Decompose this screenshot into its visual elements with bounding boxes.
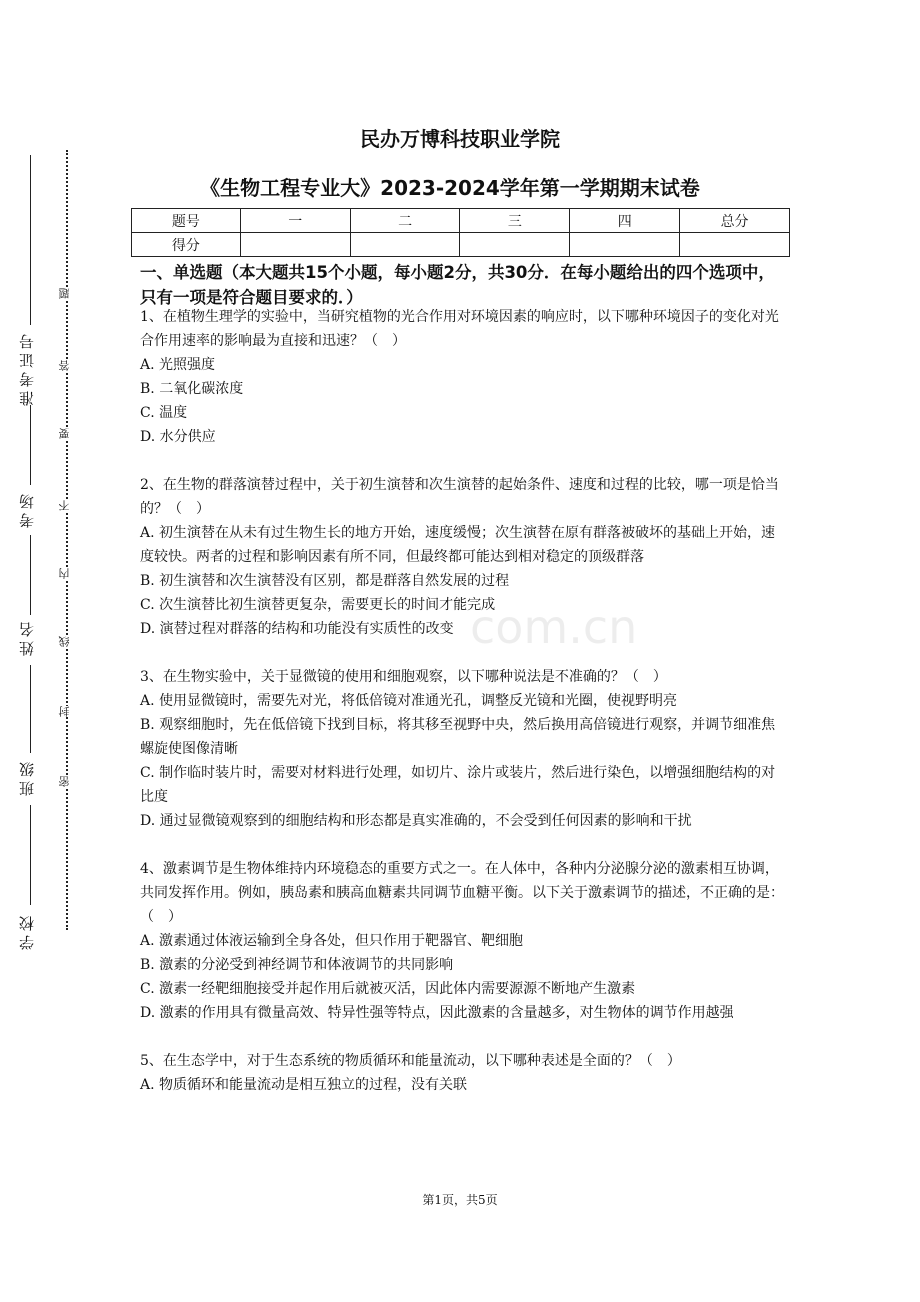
question-stem: 1、在植物生理学的实验中，当研究植物的光合作用对环境因素的响应时，以下哪种环境因子的变化对光合作用速率的影响最为直接和迅速？（ ）: [140, 309, 779, 349]
question-stem: 3、在生物实验中，关于显微镜的使用和细胞观察，以下哪种说法是不准确的？（ ）: [140, 669, 667, 685]
score-cell: [460, 233, 570, 257]
question-option: C. 次生演替比初生演替更复杂，需要更长的时间才能完成: [140, 597, 496, 613]
name-label: 姓名: [18, 618, 36, 656]
score-table-header-row: [132, 209, 790, 233]
seal-char: 不: [58, 500, 76, 511]
seal-char: 封: [58, 706, 76, 717]
seal-line: [66, 150, 68, 930]
class-line: [30, 665, 31, 753]
question-option: A. 初生演替在从未有过生物生长的地方开始，速度缓慢；次生演替在原有群落被破坏的基础上开始，速度较快。两者的过程和影响因素有所不同，但最终都可能达到相对稳定的顶级群落: [140, 525, 776, 565]
class-label: 班级: [18, 758, 36, 796]
score-header-cell: 总分: [680, 209, 790, 233]
exam-room-label: 考场: [18, 490, 36, 528]
exam-room-line: [30, 405, 31, 485]
question: [140, 473, 786, 641]
score-header-cell: 二: [350, 209, 460, 233]
school-name: 民办万博科技职业学院: [360, 127, 560, 151]
seal-char: 线: [58, 636, 76, 647]
question-option: B. 观察细胞时，先在低倍镜下找到目标，将其移至视野中央，然后换用高倍镜进行观察，并调节细准焦螺旋使图像清晰: [140, 717, 776, 757]
question-option: A. 使用显微镜时，需要先对光，将低倍镜对准通光孔，调整反光镜和光圈，使视野明亮: [140, 693, 678, 709]
question-option: B. 初生演替和次生演替没有区别，都是群落自然发展的过程: [140, 573, 510, 589]
question: [140, 1049, 786, 1097]
question-option: B. 激素的分泌受到神经调节和体液调节的共同影响: [140, 957, 454, 973]
question-option: D. 激素的作用具有微量高效、特异性强等特点，因此激素的含量越多，对生物体的调节作用越强: [140, 1005, 734, 1021]
seal-char: 密: [58, 776, 76, 787]
question-option: A. 激素通过体液运输到全身各处，但只作用于靶器官、靶细胞: [140, 933, 524, 949]
question-option: D. 水分供应: [140, 429, 216, 445]
seal-char: 答: [58, 360, 76, 371]
question-stem: 5、在生态学中，对于生态系统的物质循环和能量流动，以下哪种表述是全面的？（ ）: [140, 1053, 681, 1069]
score-cell: [570, 233, 680, 257]
school-line: [30, 805, 31, 905]
score-table: [131, 208, 790, 257]
question-option: C. 制作临时装片时，需要对材料进行处理，如切片、涂片或装片，然后进行染色，以增强细胞结构的对比度: [140, 765, 776, 805]
question-option: C. 激素一经靶细胞接受并起作用后就被灭活，因此体内需要源源不断地产生激素: [140, 981, 636, 997]
question: [140, 305, 786, 449]
score-cell: [350, 233, 460, 257]
score-header-cell: 题号: [132, 209, 241, 233]
score-header-cell: 四: [570, 209, 680, 233]
question-stem: 2、在生物的群落演替过程中，关于初生演替和次生演替的起始条件、速度和过程的比较，哪一项是恰当的？（ ）: [140, 477, 779, 517]
page-footer: 第1页，共5页: [422, 1193, 498, 1207]
score-table-row: [132, 233, 790, 257]
exam-title: 《生物工程专业大》2023-2024学年第一学期期末试卷: [200, 176, 700, 200]
question: [140, 665, 786, 833]
watermark: com.cn: [470, 600, 638, 654]
score-header-cell: 三: [460, 209, 570, 233]
question-stem: 4、激素调节是生物体维持内环境稳态的重要方式之一。在人体中，各种内分泌腺分泌的激素相互协调，共同发挥作用。例如，胰岛素和胰高血糖素共同调节血糖平衡。以下关于激素调节的描述，不正确的是：（ ）: [140, 861, 784, 925]
question-option: A. 物质循环和能量流动是相互独立的过程，没有关联: [140, 1077, 468, 1093]
name-line: [30, 535, 31, 615]
school-label: 学校: [18, 912, 36, 950]
seal-char: 要: [58, 428, 76, 439]
section-title: 一、单选题（本大题共15个小题，每小题2分，共30分．在每小题给出的四个选项中，只有一项是符合题目要求的．）: [140, 263, 775, 307]
exam-number-label: 准考证号: [18, 330, 36, 406]
question-list: [140, 305, 786, 1121]
seal-char: 题: [58, 288, 76, 299]
question-option: D. 演替过程对群落的结构和功能没有实质性的改变: [140, 621, 454, 637]
score-header-cell: 一: [240, 209, 350, 233]
question-option: B. 二氧化碳浓度: [140, 381, 244, 397]
question-option: A. 光照强度: [140, 357, 216, 373]
question-option: D. 通过显微镜观察到的细胞结构和形态都是真实准确的，不会受到任何因素的影响和干扰: [140, 813, 692, 829]
question-option: C. 温度: [140, 405, 188, 421]
question: [140, 857, 786, 1025]
score-row-label: 得分: [132, 233, 241, 257]
score-cell: [680, 233, 790, 257]
seal-char: 内: [58, 568, 76, 579]
score-cell: [240, 233, 350, 257]
